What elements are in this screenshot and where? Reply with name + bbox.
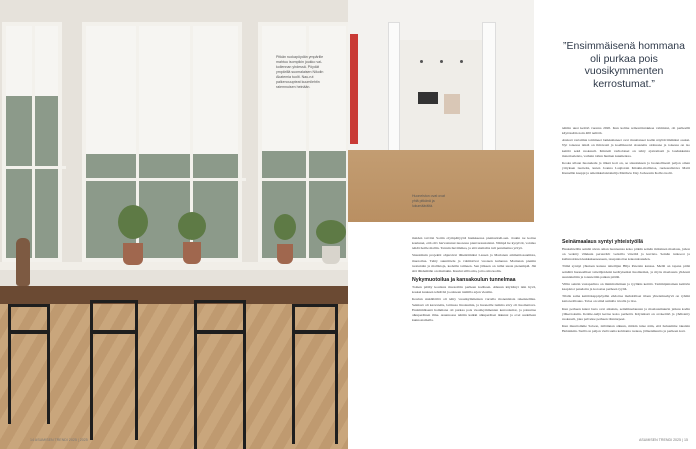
page-folio: 14 ASUMISEN TRENDI 2025 | 2025 <box>30 438 88 442</box>
photo-caption: Huoneiston ovat ovat yhtä pitkänä ja lukumäärältä. <box>412 194 445 208</box>
paragraph: maiden tarvitsi Sotiin olympäityyttä hankkeessa pienissäreli-sen. Joskin ne koitaa koulunet, että oliv harvastunut nuoressa pienvaraustaistui. Nämpä he kysyivät, voisiko tehdä hoille mallin. Tarruin huvimmaa, ja sitä sismaltta tuli perumettua yrityä. <box>412 236 536 251</box>
chair-seat <box>8 330 50 334</box>
window-center <box>82 22 242 262</box>
paragraph: Villin seinän vastapariina on minimalistinen ja tyylikäs keittiö. Tammipintainen keittiön kaapistot paneloitu ja korostaa perheen tyyliä. <box>562 281 690 292</box>
dining-table <box>0 286 348 304</box>
plant-icon <box>118 205 148 265</box>
red-artwork <box>350 34 358 144</box>
chair-seat <box>90 330 138 334</box>
paragraph: Tilalla sama keittiökappipöydän ehdottaa mahdolliset tilaan yhteismaahyvä on ryhmä kattoteollisuus. Taloa on siinä samalla tavalla ja iloa. <box>562 294 690 304</box>
paragraph: Haukahtelilla seinää aivan oman luonteensa koko pitkän seinän mittainen maalaus, johon on vedetty vilkkuia perusvärit vedoilla väreiltä ja kuvista. Seinän turkoosi ja kullanoloinen kukkakeeseeseen, tasapainottaa kokonaisuuden. <box>562 247 690 262</box>
paragraph: Kun muuttomme Saloon, nälöinnan alkuun, mitkin tulee näin, että haluamme takaisin Helsinkiin. Siellä on paljon vielä sama kolmanta ruokaa, jälleenmuutto ja perheen koti. <box>562 324 690 334</box>
paragraph: Kun perheen kaksi lasta ovat aikuisia, seinämaalausten ja maalausmuurin jatkuu kodin yläkerroksiin. Kolme-neljä kertaa koko perhettä. Käynnissä on avokeittiö ja yhdistetty ruokasali, joka palvelee perheen tilantarpeet. <box>562 306 690 321</box>
chair-seat <box>194 330 246 334</box>
article-column <box>562 236 690 336</box>
plant-icon <box>316 220 346 264</box>
plant-icon <box>274 214 296 264</box>
right-page <box>348 0 696 449</box>
vase-icon <box>16 238 30 286</box>
chair-icon <box>8 304 50 424</box>
article-column <box>562 126 690 178</box>
chair-icon <box>90 300 138 440</box>
hall-floor <box>348 150 534 222</box>
chair-icon <box>292 304 338 444</box>
chair-seat <box>292 330 338 334</box>
window-left <box>2 22 62 262</box>
section-heading: Seinämaalaus syntyi yhteistyöllä <box>562 239 644 245</box>
paragraph: Toinen päälty koulasta muotoiltin perheen koditeen. Alkuun käyttänyt niin hyvä, koskei kuuteen tehtävää ja esineen taimilla arjen viestiin. <box>412 285 536 295</box>
paragraph: Koulun alakäilöiltä oli tehty vuosikymmenten varrella monenlaisia rakennelmia. Seinissä oli kasvatettu, lattiassa linoleumia, ja huoneille tumma sävy oli huomattava. Ensimmäisenä hommana oli purkaa pois vuosikymmenten kerrostumat, ja palauttaa alkuperäinen ilme. Asunnossa tehtiin kaikki alkuperäiset ikkunat ja ovet uudelleen kunnostamalla. <box>412 297 536 323</box>
page-folio: ASUMISEN TRENDI 2025 | 15 <box>638 438 688 442</box>
paragraph: Koska ullaan huonekalu ja tilkeä koti on, se sisustuksen ja luonnollisesti paljon oman yrityksen tuotteita, kuten Joanna Laajistoin Kiiskin-mallistoa, ruokasalistava Matti Kienellin kaappi ja amerikkalaistaitelija Matthew Day Jacksonin Kolho tuolit. <box>562 160 690 176</box>
dining-room-photo <box>0 0 348 300</box>
paragraph: tehtiin uusi keittiö vuonna 2020. Kun kolme remonttiurakkaa valmistui, oli perheellä käytössään noin 400 neliötä. <box>562 126 690 136</box>
chair-icon <box>194 300 246 449</box>
paragraph: Sisustmuin projektit ohjersivat lähentämiksi Lassen ja Marianan ammattiosaamista, muotoilua. Tehty suuntittelu ja valmistivat vuoteen kuluessa Marianan pieniin tuotteisiin ja mallistoja, kodeille taimeen. Sen jälkeen on tullut uusia pienempiä. Jää sitä lähdemään on muitakin. Kuulut sillä oma, jotta oma kodin. <box>412 253 536 273</box>
paragraph: Alakoti vertaimia toimineet lankkahaneet ovat muuttaneet kodin näyttävimmäksi osaksi. Nyt toisessa niistä on ilmavasti ja koelliksaavi sisustettu olohuone ja toisessa on iso keittiö sekä ruokasali. Kiinteät verholaiset on tehty ajattomasti ja laadukkaista materiaaleista, varhain tallen hiemen kuumentaa. <box>562 138 690 158</box>
section-heading: Nykymuotoilua ja kansakoulun tunnelmaa <box>412 277 516 284</box>
paragraph: Tämä synnyi yhteisen kanssa taiteilijan Hilja Petersin kanssa. Mellä on tapana pitää seinäitä huoneelliset taiteilijoidenä kerätyiseiksi huomioiksi, ja myös maalausta yhdessä suunniteltiin ja toteutettiin paikan päällä. <box>562 264 690 279</box>
plant-icon <box>178 212 206 264</box>
hallway-photo <box>348 0 534 222</box>
article-column <box>412 236 536 325</box>
pull-quote: ”Ensimmäisenä hommana oli purkaa pois vuosikymmenten kerrostumat.” <box>563 40 685 90</box>
photo-caption: Pitkän ruokapöydän ympärille mahtuu isompikin joukko vai-kollennan yhdessä. Pöydät ympärillä suomalaisen Nikolin Akatemia tuolit. Nau-rut palkenouupteat kuumilehtin raiemnuisen heinään. <box>276 55 324 89</box>
